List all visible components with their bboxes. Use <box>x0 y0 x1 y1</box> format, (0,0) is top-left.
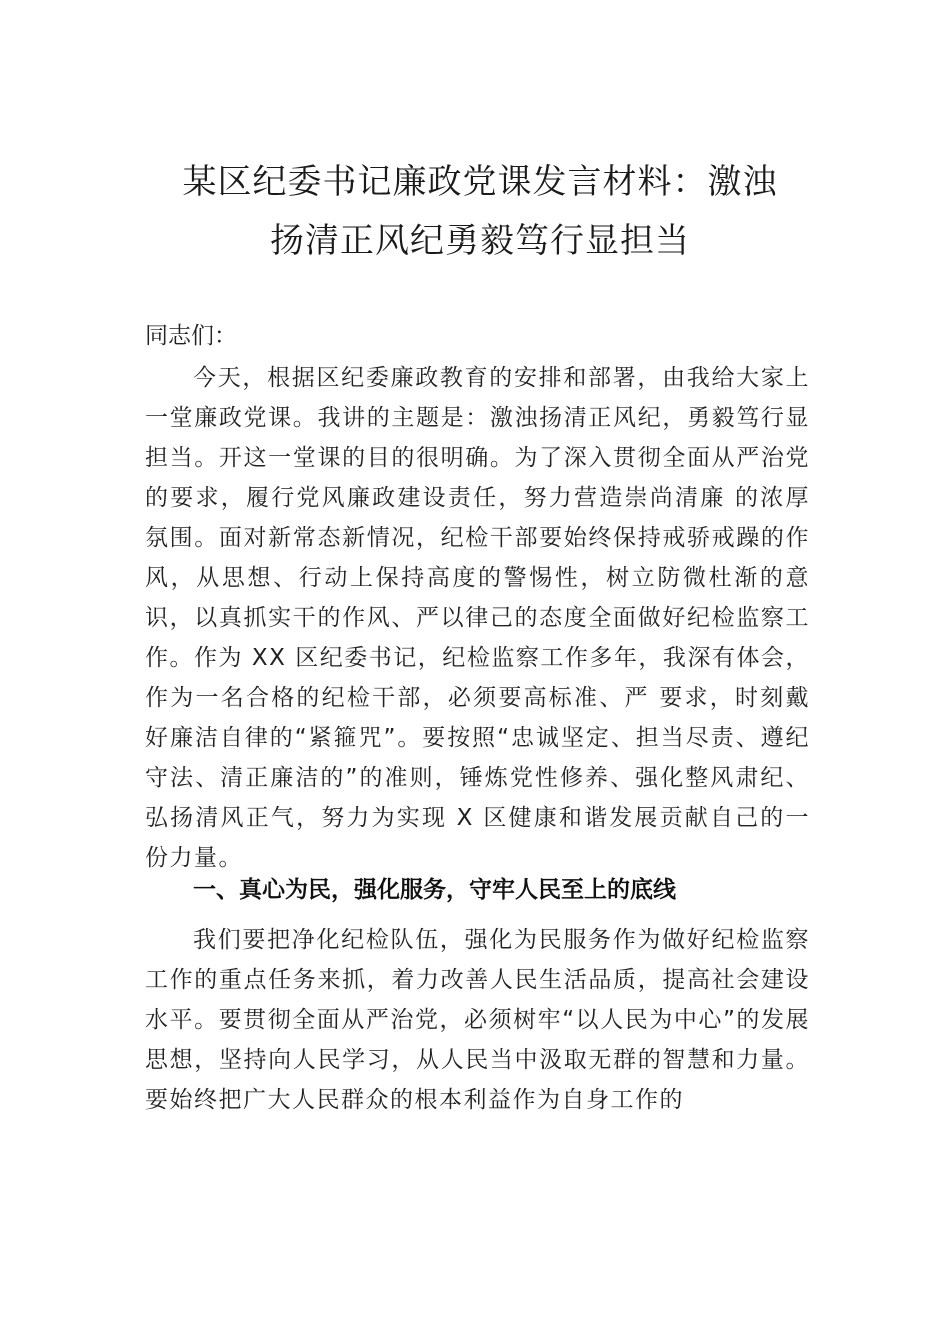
document-title-line-1: 某区纪委书记廉政党课发言材料：激浊 <box>182 162 778 202</box>
greeting: 同志们： <box>145 323 237 349</box>
section-heading-1: 一、真心为民，强化服务，守牢人民至上的底线 <box>193 877 676 903</box>
document-title-line-2: 扬清正风纪勇毅笃行显担当 <box>270 221 690 261</box>
paragraph-section-1: 我们要把净化纪检队伍，强化为民服务作为做好纪检监察工作的重点任务来抓，着力改善人民生活品质，提高社会建设水平。要贯彻全面从严治党，必须树牢“以人民为中心”的发展思想，坚持向人民学习，从人民当中汲取无群的智慧和力量。要始终把广大人民群众的根本利益作为自身工作的 <box>145 927 810 1113</box>
paragraph-intro: 今天，根据区纪委廉政教育的安排和部署，由我给大家上一堂廉政党课。我讲的主题是：激浊扬清正风纪，勇毅笃行显担当。开这一堂课的目的很明确。为了深入贯彻全面从严治党的要求，履行党风廉政建设责任，努力营造崇尚清廉 的浓厚氛围。面对新常态新情况，纪检干部要始终保持戒骄戒躁的作风，从思想、行动上保持高度的警惕性，树立防微杜渐的意识，以真抓实干的作风、严以律己的态度全面做好纪检监察工作。作为 XX 区纪委书记，纪检监察工作多年，我深有体会，作为一名合格的纪检干部，必须要高标准、严 要求，时刻戴好廉洁自律的“紧箍咒”。要按照“忠诚坚定、担当尽责、遵纪守法、清正廉洁的”的准则，锤炼党性修养、强化整风肃纪、弘扬清风正气，努力为实现 X 区健康和谐发展贡献自己的一份力量。 <box>145 365 810 871</box>
